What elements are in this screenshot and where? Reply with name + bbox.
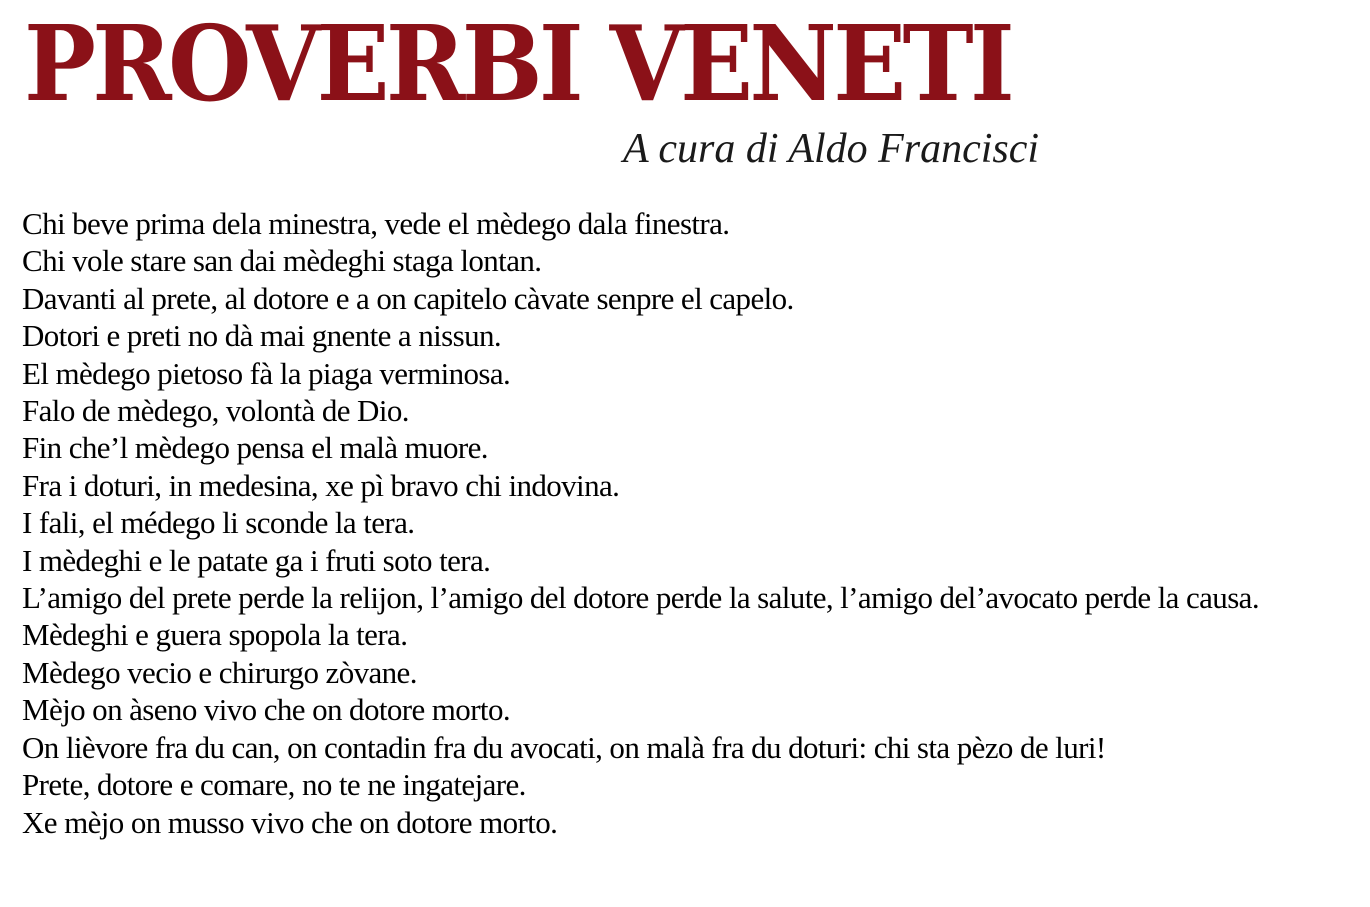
page-subtitle: A cura di Aldo Francisci	[623, 126, 1040, 172]
proverb-item: Xe mèjo on musso vivo che on dotore morto.	[22, 804, 558, 840]
proverb-item: Chi vole stare san dai mèdeghi staga lontan.	[22, 243, 542, 279]
proverb-item: I mèdeghi e le patate ga i fruti soto tera.	[22, 542, 491, 578]
proverb-item: Chi beve prima dela minestra, vede el mèdego dala finestra.	[22, 206, 730, 241]
proverb-item: Davanti al prete, al dotore e a on capitelo càvate senpre el capelo.	[22, 280, 794, 316]
proverb-item: Fin che’l mèdego pensa el malà muore.	[22, 430, 488, 466]
proverb-item: L’amigo del prete perde la relijon, l’amigo del dotore perde la salute, l’amigo del’avocato perde la causa.	[22, 580, 1259, 616]
proverb-item: Mèdeghi e guera spopola la tera.	[22, 617, 408, 653]
proverb-item: El mèdego pietoso fà la piaga verminosa.	[22, 355, 511, 391]
proverb-item: On lièvore fra du can, on contadin fra du avocati, on malà fra du doturi: chi sta pèzo de luri!	[22, 729, 1106, 765]
proverb-item: Fra i doturi, in medesina, xe pì bravo chi indovina.	[22, 467, 620, 503]
proverb-item: Mèdego vecio e chirurgo zòvane.	[22, 654, 417, 690]
proverb-item: Falo de mèdego, volontà de Dio.	[22, 393, 409, 429]
proverb-list	[22, 205, 1357, 841]
proverb-item: Prete, dotore e comare, no te ne ingatejare.	[22, 767, 526, 803]
proverb-item: Mèjo on àseno vivo che on dotore morto.	[22, 692, 510, 728]
proverb-item: I fali, el médego li sconde la tera.	[22, 505, 415, 541]
page-title: PROVERBI VENETI	[24, 2, 1012, 125]
proverb-item: Dotori e preti no dà mai gnente a nissun.	[22, 318, 502, 354]
